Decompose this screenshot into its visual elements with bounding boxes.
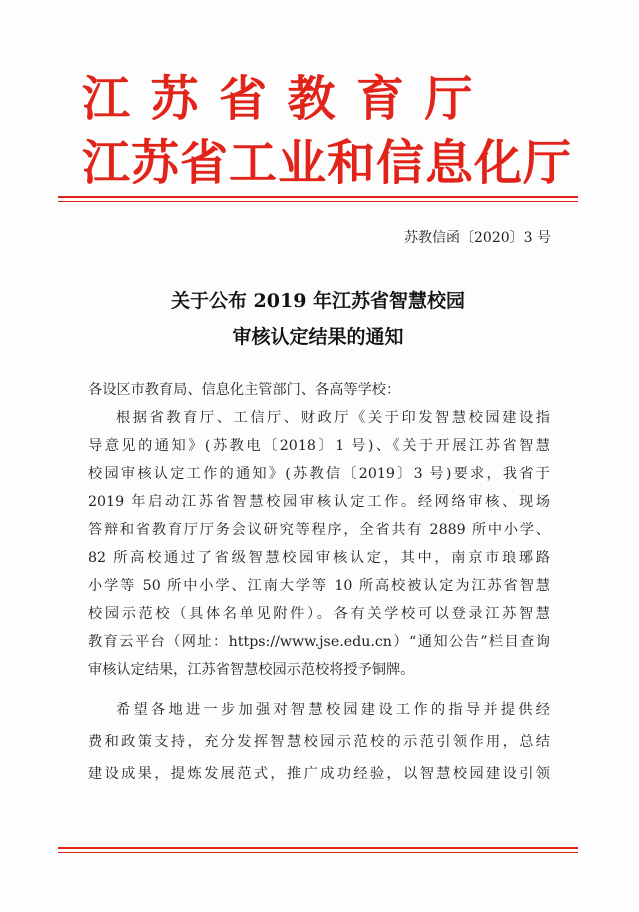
header-divider-thick: [58, 196, 578, 198]
paragraph-2-line: 希望各地进一步加强对智慧校园建设工作的指导并提供经: [116, 702, 550, 718]
paragraph-1-line: 答辩和省教育厅厅务会议研究等程序，全省共有 2889 所中小学、: [88, 522, 550, 538]
paragraph-2-line: 费和政策支持，充分发挥智慧校园示范校的示范引领作用，总结: [88, 734, 550, 750]
paragraph-1-line: 教育云平台（网址：https://www.jse.edu.cn）“通知公告”栏目查询: [88, 634, 550, 650]
paragraph-1-line: 审核认定结果，江苏省智慧校园示范校将授予铜牌。: [88, 662, 415, 678]
issuer-name-industry-department: 江苏省工业和信息化厅: [82, 135, 573, 191]
issuer-name-education-department: 江苏省教育厅: [82, 71, 494, 127]
footer-divider-thin: [58, 852, 578, 853]
paragraph-1-line: 导意见的通知》(苏教电〔2018〕1 号)、《关于开展江苏省智慧: [88, 438, 550, 454]
paragraph-1-line: 校园示范校（具体名单见附件）。各有关学校可以登录江苏智慧: [88, 606, 550, 622]
document-title-line-2: 审核认定结果的通知: [232, 326, 404, 348]
paragraph-1-line: 82 所高校通过了省级智慧校园审核认定，其中，南京市琅琊路: [88, 550, 550, 566]
paragraph-1-line: 2019 年启动江苏省智慧校园审核认定工作。经网络审核、现场: [88, 494, 550, 510]
paragraph-1-line: 小学等 50 所中小学、江南大学等 10 所高校被认定为江苏省智慧: [88, 578, 550, 594]
header-divider-thin: [58, 201, 578, 202]
salutation: 各设区市教育局、信息化主管部门、各高等学校：: [88, 382, 401, 398]
footer-divider-thick: [58, 847, 578, 849]
paragraph-2-line: 建设成果，提炼发展范式，推广成功经验，以智慧校园建设引领: [88, 766, 550, 782]
paragraph-1-line: 校园审核认定工作的通知》(苏教信〔2019〕3 号)要求，我省于: [88, 466, 550, 482]
document-title-line-1: 关于公布 2019 年江苏省智慧校园: [170, 290, 466, 312]
document-number: 苏教信函〔2020〕3 号: [404, 230, 551, 246]
paragraph-1-line: 根据省教育厅、工信厅、财政厅《关于印发智慧校园建设指: [116, 410, 550, 426]
